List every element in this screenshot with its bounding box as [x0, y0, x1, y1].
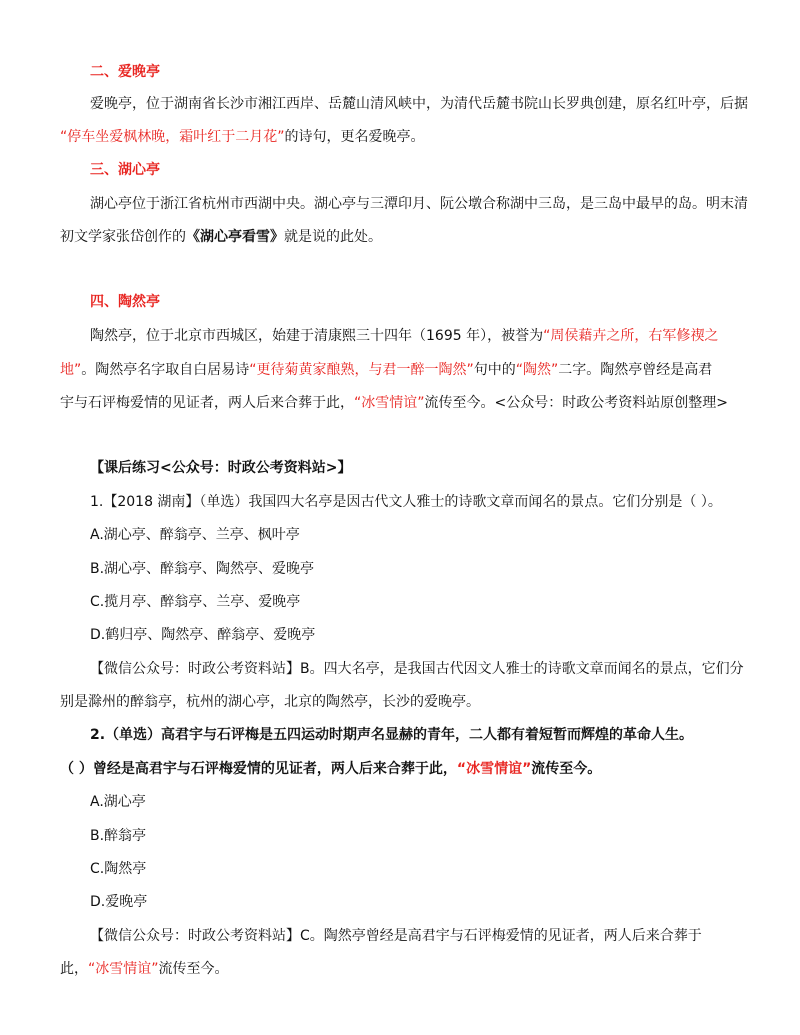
question-2-option-a: A.湖心亭 [90, 794, 146, 810]
question-1-answer: 【微信公众号：时政公考资料站】B。四大名亭，是我国古代因文人雅士的诗歌文章而闻名的景点，它们分 [90, 661, 744, 677]
quote: “陶然” [515, 362, 559, 378]
question-2-option-b: B.醉翁亭 [90, 828, 147, 844]
paragraph-line [90, 326, 750, 346]
quote: “冰雪情谊” [354, 395, 425, 411]
text: 陶然亭，位于北京市西城区，始建于清康熙三十四年（1695 年），被誉为 [90, 328, 544, 344]
question-2-option-c: C.陶然亭 [90, 861, 147, 877]
section-heading-taoran: 四、陶然亭 [90, 294, 160, 310]
text: 流传至今。<公众号：时政公考资料站原创整理> [424, 395, 728, 411]
text: （ ）曾经是高君宇与石评梅爱情的见证者，两人后来合葬于此， [60, 761, 457, 777]
paragraph-line [90, 94, 750, 114]
question-2-stem: 2.（单选）高君宇与石评梅是五四运动时期声名显赫的青年，二人都有着短暂而辉煌的革命人生。 [90, 727, 694, 743]
text: 二字。陶然亭曾经是高君 [558, 362, 713, 378]
question-1-option-c: C.揽月亭、醉翁亭、兰亭、爱晚亭 [90, 594, 301, 610]
poem-quote: “更待菊黄家酿熟，与君一醉一陶然” [249, 362, 474, 378]
question-2-answer-cont [60, 959, 750, 979]
text: 。陶然亭名字取自白居易诗 [81, 362, 250, 378]
text: 的诗句，更名爱晚亭。 [284, 129, 425, 145]
text: 流传至今。 [531, 761, 602, 777]
quote: “周侯藉卉之所，右军修禊之 [543, 328, 719, 344]
text: 就是说的此处。 [284, 229, 382, 245]
paragraph-line [60, 360, 750, 380]
text: 初文学家张岱创作的 [60, 229, 186, 245]
quote: “冰雪情谊” [88, 961, 159, 977]
paragraph-line [60, 227, 750, 247]
paragraph-line [90, 194, 750, 214]
text: 爱晚亭，位于湖南省长沙市湘江西岸、岳麓山清风峡中，为清代岳麓书院山长罗典创建，原名红叶亭，后据 [90, 96, 748, 112]
paragraph-line [60, 393, 750, 413]
section-heading-aiwan: 二、爱晚亭 [90, 64, 160, 80]
paragraph-line [60, 127, 750, 147]
text: 句中的 [473, 362, 516, 378]
section-heading-huxin: 三、湖心亭 [90, 162, 160, 178]
question-1-answer-cont: 别是滁州的醉翁亭，杭州的湖心亭，北京的陶然亭，长沙的爱晚亭。 [60, 694, 480, 710]
quote: “冰雪情谊” [456, 761, 532, 777]
question-2-option-d: D.爱晚亭 [90, 894, 148, 910]
question-1-option-a: A.湖心亭、醉翁亭、兰亭、枫叶亭 [90, 527, 300, 543]
question-2-stem-cont [60, 759, 750, 779]
question-1-stem: 1.【2018 湖南】（单选）我国四大名亭是因古代文人雅士的诗歌文章而闻名的景点。它们分别是（ ）。 [90, 494, 722, 510]
exercise-title: 【课后练习<公众号：时政公考资料站>】 [90, 460, 352, 476]
text: 此， [60, 961, 88, 977]
question-2-answer: 【微信公众号：时政公考资料站】C。陶然亭曾经是高君宇与石评梅爱情的见证者，两人后来合葬于 [90, 928, 702, 944]
question-1-option-b: B.湖心亭、醉翁亭、陶然亭、爱晚亭 [90, 561, 315, 577]
text: 宇与石评梅爱情的见证者，两人后来合葬于此， [60, 395, 354, 411]
quote: 地” [60, 362, 82, 378]
poem-quote: “停车坐爱枫林晚，霜叶红于二月花” [60, 129, 285, 145]
text: 湖心亭位于浙江省杭州市西湖中央。湖心亭与三潭印月、阮公墩合称湖中三岛，是三岛中最早的岛。明末清 [90, 196, 748, 212]
text: 流传至今。 [158, 961, 229, 977]
question-1-option-d: D.鹤归亭、陶然亭、醉翁亭、爱晚亭 [90, 627, 316, 643]
book-title: 《湖心亭看雪》 [186, 229, 284, 245]
